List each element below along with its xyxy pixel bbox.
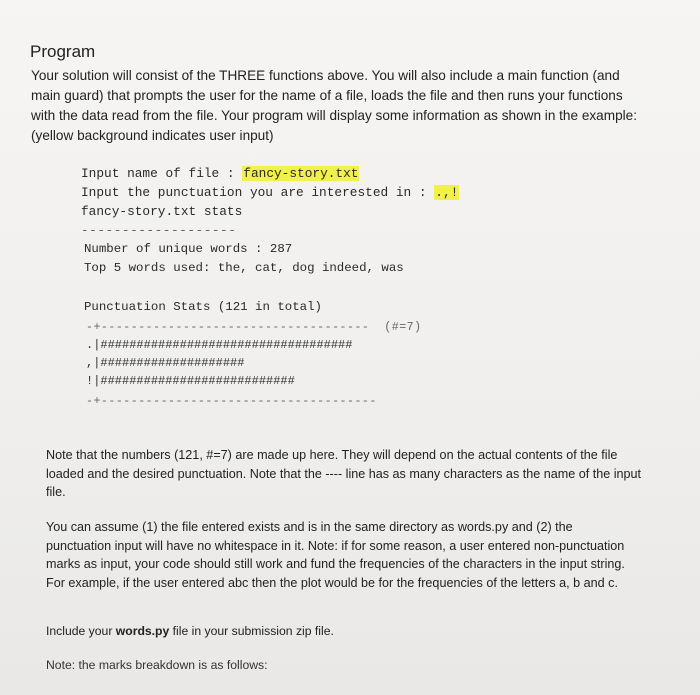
plot-row-comma [86, 356, 244, 370]
plot-top-axis: -+------------------------------------ (#=7) [86, 321, 422, 334]
marks-note: Note: the marks breakdown is as follows: [46, 658, 268, 672]
plot-row-period [86, 338, 352, 352]
intro-paragraph: Your solution will consist of the THREE functions above. You will also include a main function (and main guard) that prompts the user for the name of a file, loads the file and then runs your functions with the data read from the file. Your program will display some information as shown in the example: (yellow background indicates user input) [31, 68, 637, 143]
plot-row-label: , [86, 356, 94, 370]
punct-stats-title: Punctuation Stats (121 in total) [84, 300, 322, 314]
section-heading: Program [30, 42, 96, 61]
prompt-file-line [81, 164, 359, 183]
plot-bottom-axis: -+------------------------------------- [86, 395, 377, 408]
plot-row-bar: |########################### [93, 374, 295, 388]
plot-row-exclaim [86, 374, 295, 388]
plot-row-label: . [86, 338, 94, 352]
prompt-punct-line [81, 183, 459, 202]
include-file-name: words.py [115, 624, 170, 638]
top-words-line: Top 5 words used: the, cat, dog indeed, was [84, 261, 404, 275]
include-file-line: Include your words.py file in your submission zip file. [46, 624, 334, 638]
plot-row-bar: |#################### [93, 356, 245, 370]
note-assumptions-paragraph: You can assume (1) the file entered exists and is in the same directory as words.py and (2) the punctuation input will have no whitespace in it. Note: if for some reason, a user entered non-punctuation marks as input, your code should still work and fund the frequencies of the characters in the input string. For example, if the user entered abc then the plot would be for the frequencies of the letters a, b and c. [46, 520, 625, 590]
stats-title: fancy-story.txt stats [81, 204, 243, 219]
prompt-file-value: fancy-story.txt [243, 166, 359, 181]
prompt-punct-value: .,! [435, 185, 459, 200]
prompt-file-label: Input name of file : [81, 166, 243, 181]
prompt-punct-label: Input the punctuation you are interested in : [81, 185, 435, 200]
stats-divider: ------------------- [81, 223, 237, 238]
plot-row-label: ! [86, 374, 94, 388]
unique-words-line: Number of unique words : 287 [84, 242, 293, 256]
plot-row-bar: |################################### [93, 338, 353, 352]
note-numbers-paragraph: Note that the numbers (121, #=7) are made up here. They will depend on the actual contents of the file loaded and the desired punctuation. Note that the ---- line has as many characters as the name of the input file. [46, 448, 642, 499]
